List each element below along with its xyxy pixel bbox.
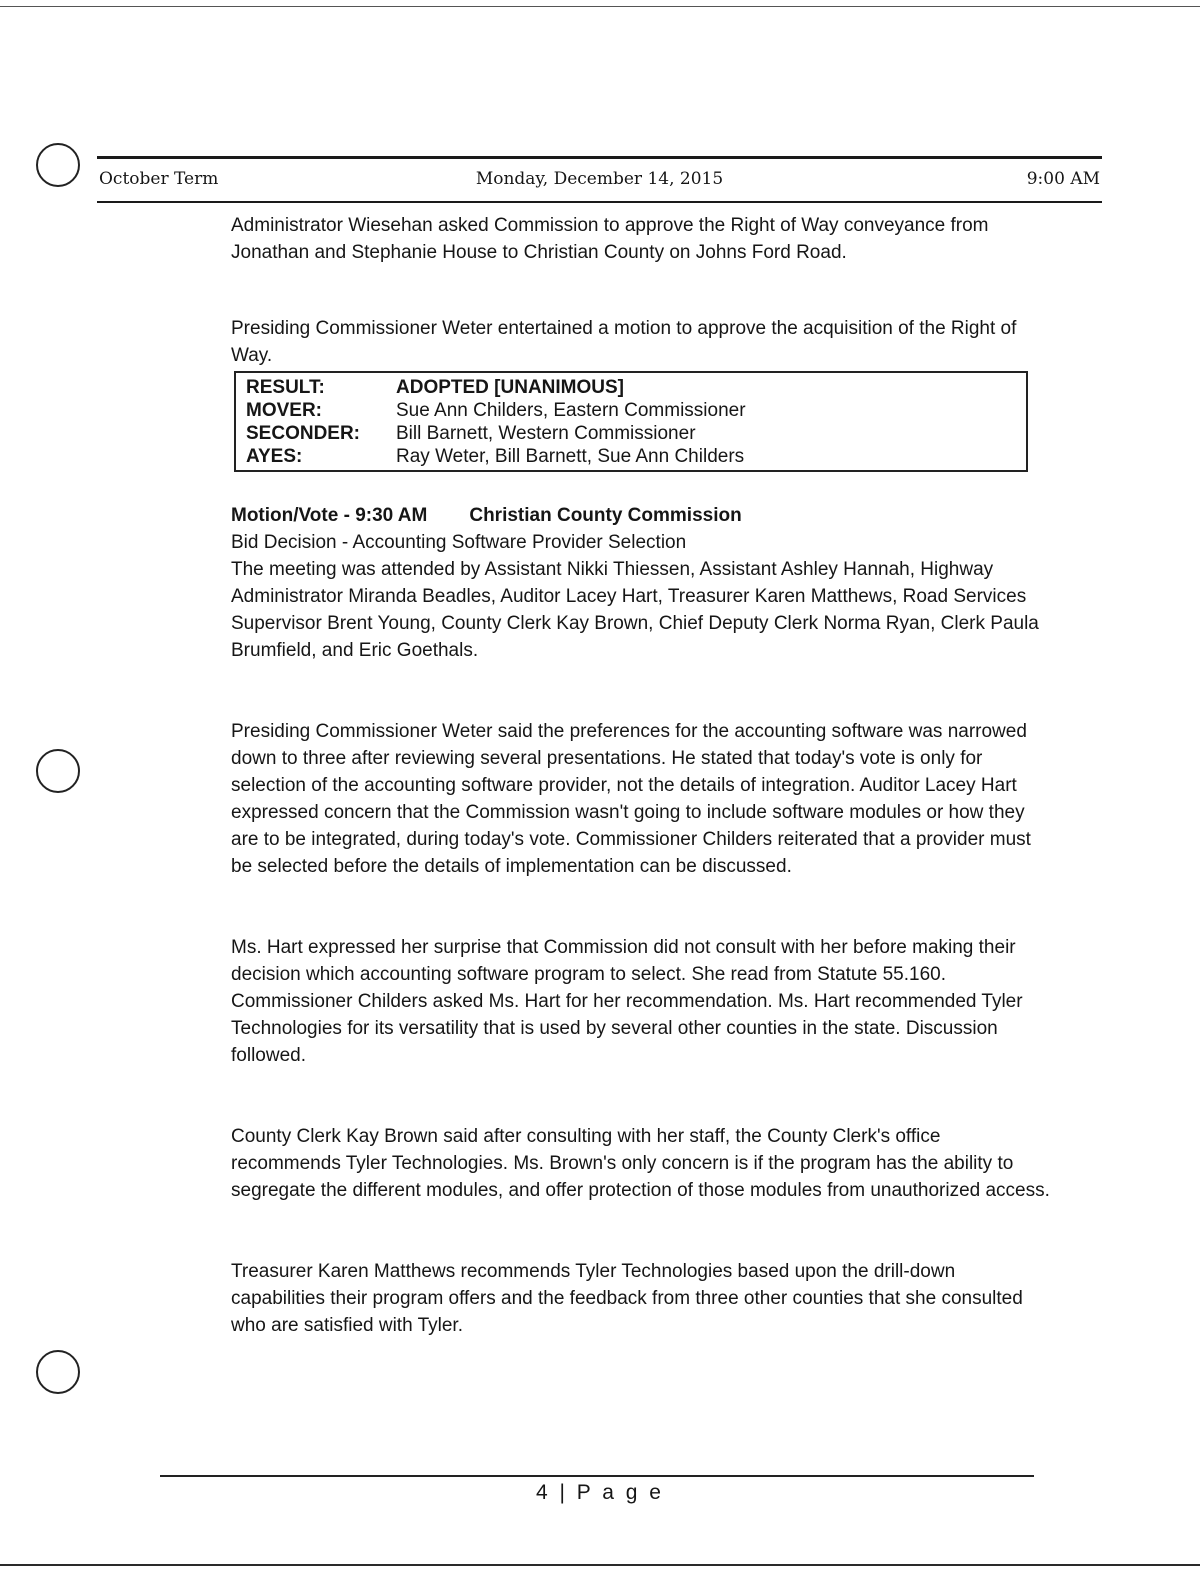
motion-vote-time: 9:30 AM [355, 505, 428, 526]
paragraph-hart-surprise: Ms. Hart expressed her surprise that Commission did not consult with her before making their decision which accounting software program to select. She read from Statute 55.160. Commissioner Childers asked Ms. Hart for her recommendation. Ms. Hart recommended Tyler Technologies for its versatility that is used by several other counties in the state. Discussion followed. [231, 937, 1023, 1066]
paragraph-attendance: The meeting was attended by Assistant Nikki Thiessen, Assistant Ashley Hannah, Highway Administrator Miranda Beadles, Auditor Lacey Hart, Treasurer Karen Matthews, Road Services Supervisor Brent Young, County Clerk Kay Brown, Chief Deputy Clerk Norma Ryan, Clerk Paula Brumfield, and Eric Goethals. [231, 559, 1039, 661]
motion-vote-body: Christian County Commission [469, 505, 742, 526]
meeting-date: Monday, December 14, 2015 [475, 169, 724, 189]
term-label: October Term [99, 169, 219, 189]
vote-label: MOVER: [246, 400, 322, 421]
vote-row-result [235, 372, 1027, 399]
paragraph-clerk-recommendation: County Clerk Kay Brown said after consulting with her staff, the County Clerk's office recommends Tyler Technologies. Ms. Brown's only concern is if the program has the ability to segregate the different modules, and offer protection of those modules from unauthorized access. [231, 1126, 1050, 1201]
motion-vote-heading [231, 502, 1051, 529]
vote-row-seconder [235, 422, 1027, 445]
vote-label: RESULT: [246, 377, 325, 398]
paragraph-bid-decision: Bid Decision - Accounting Software Provider Selection [231, 532, 687, 553]
motion-vote-label: Motion/Vote - [231, 505, 350, 526]
vote-result-table [234, 371, 1028, 472]
punch-hole-top [36, 143, 80, 187]
paragraph-motion-entertained: Presiding Commissioner Weter entertained a motion to approve the acquisition of the Right of Way. [231, 318, 1017, 366]
vote-label: SECONDER: [246, 423, 361, 444]
punch-hole-bottom [36, 1350, 80, 1394]
footer-rule [160, 1475, 1034, 1477]
minutes-body [231, 212, 1051, 1339]
page-number: 4 | P a g e [536, 1481, 664, 1504]
vote-row-mover [235, 399, 1027, 422]
paragraph-treasurer-recommendation: Treasurer Karen Matthews recommends Tyler Technologies based upon the drill-down capabilities their program offers and the feedback from three other counties that she consulted who are satisfied with Tyler. [231, 1261, 1023, 1336]
meeting-time: 9:00 AM [1026, 169, 1100, 189]
punch-hole-middle [36, 749, 80, 793]
scan-edge-bottom [0, 1564, 1200, 1566]
vote-ayes-value: Ray Weter, Bill Barnett, Sue Ann Childers [396, 446, 745, 467]
vote-result-value: ADOPTED [UNANIMOUS] [396, 377, 624, 398]
scan-edge-top [0, 6, 1200, 7]
vote-row-ayes [235, 445, 1027, 471]
vote-seconder-value: Bill Barnett, Western Commissioner [396, 423, 696, 444]
paragraph-row-conveyance: Administrator Wiesehan asked Commission to approve the Right of Way conveyance from Jonathan and Stephanie House to Christian County on Johns Ford Road. [231, 215, 989, 263]
page-header [97, 156, 1102, 203]
vote-label: AYES: [246, 446, 303, 467]
vote-mover-value: Sue Ann Childers, Eastern Commissioner [396, 400, 746, 421]
paragraph-preferences: Presiding Commissioner Weter said the preferences for the accounting software was narrowed down to three after reviewing several presentations. He stated that today's vote is only for selection of the accounting software provider, not the details of integration. Auditor Lacey Hart expressed concern that the Commission wasn't going to include software modules or how they are to be integrated, during today's vote. Commissioner Childers reiterated that a provider must be selected before the details of implementation can be discussed. [231, 721, 1031, 877]
